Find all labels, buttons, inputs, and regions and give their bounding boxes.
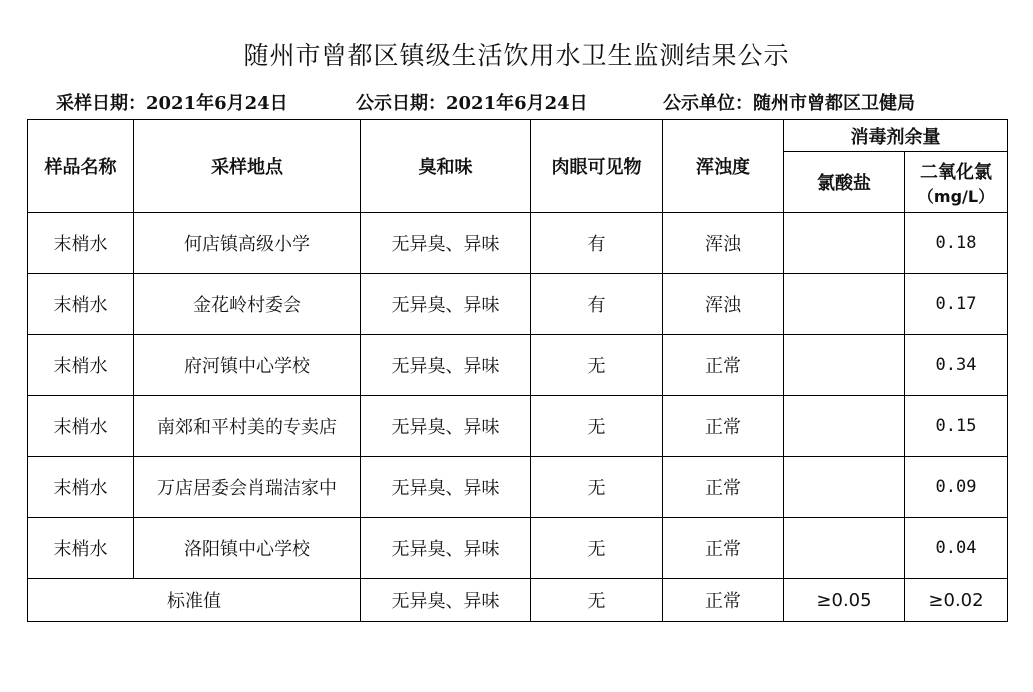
cell-sample-name: 末梢水 <box>28 335 134 396</box>
cell-location: 府河镇中心学校 <box>134 335 361 396</box>
publish-date: 公示日期：2021年6月24日 <box>356 93 588 114</box>
table-row <box>28 396 1008 457</box>
cell-chlorine-dioxide: 0.34 <box>905 335 1008 396</box>
cell-location: 洛阳镇中心学校 <box>134 518 361 579</box>
cell-turbidity: 正常 <box>663 335 784 396</box>
standard-odor: 无异臭、异味 <box>361 579 531 622</box>
cell-odor: 无异臭、异味 <box>361 335 531 396</box>
table-row <box>28 335 1008 396</box>
table-row <box>28 274 1008 335</box>
standard-chlorate: ≥0.05 <box>784 579 905 622</box>
cell-visible: 无 <box>531 518 663 579</box>
cell-chlorate <box>784 274 905 335</box>
header-odor: 臭和味 <box>361 120 531 213</box>
cell-chlorine-dioxide: 0.15 <box>905 396 1008 457</box>
cell-odor: 无异臭、异味 <box>361 457 531 518</box>
cell-turbidity: 浑浊 <box>663 213 784 274</box>
standard-row <box>28 579 1008 622</box>
publishing-unit: 公示单位：随州市曾都区卫健局 <box>663 93 915 114</box>
cell-visible: 有 <box>531 213 663 274</box>
cell-turbidity: 正常 <box>663 518 784 579</box>
cell-sample-name: 末梢水 <box>28 457 134 518</box>
cell-sample-name: 末梢水 <box>28 274 134 335</box>
cell-chlorine-dioxide: 0.04 <box>905 518 1008 579</box>
cell-chlorate <box>784 518 905 579</box>
header-chlorine-dioxide-label: 二氧化氯 <box>920 161 992 183</box>
cell-location: 南郊和平村美的专卖店 <box>134 396 361 457</box>
cell-chlorate <box>784 213 905 274</box>
cell-visible: 无 <box>531 396 663 457</box>
cell-chlorate <box>784 335 905 396</box>
cell-chlorine-dioxide: 0.09 <box>905 457 1008 518</box>
cell-chlorate <box>784 457 905 518</box>
cell-location: 金花岭村委会 <box>134 274 361 335</box>
cell-visible: 有 <box>531 274 663 335</box>
cell-visible: 无 <box>531 335 663 396</box>
cell-sample-name: 末梢水 <box>28 518 134 579</box>
header-chlorine-dioxide <box>905 152 1008 213</box>
cell-odor: 无异臭、异味 <box>361 274 531 335</box>
standard-chlorine-dioxide: ≥0.02 <box>905 579 1008 622</box>
results-table <box>27 119 1008 622</box>
standard-turbidity: 正常 <box>663 579 784 622</box>
cell-location: 万店居委会肖瑞洁家中 <box>134 457 361 518</box>
table-row <box>28 457 1008 518</box>
cell-turbidity: 正常 <box>663 396 784 457</box>
page-title: 随州市曾都区镇级生活饮用水卫生监测结果公示 <box>243 41 790 70</box>
table-row <box>28 213 1008 274</box>
cell-odor: 无异臭、异味 <box>361 396 531 457</box>
cell-chlorine-dioxide: 0.18 <box>905 213 1008 274</box>
header-turbidity: 浑浊度 <box>663 120 784 213</box>
cell-odor: 无异臭、异味 <box>361 213 531 274</box>
cell-chlorate <box>784 396 905 457</box>
cell-location: 何店镇高级小学 <box>134 213 361 274</box>
header-visible: 肉眼可见物 <box>531 120 663 213</box>
header-sample-name: 样品名称 <box>28 120 134 213</box>
header-disinfectant: 消毒剂余量 <box>784 120 1008 152</box>
standard-visible: 无 <box>531 579 663 622</box>
cell-turbidity: 浑浊 <box>663 274 784 335</box>
cell-sample-name: 末梢水 <box>28 213 134 274</box>
table-row <box>28 518 1008 579</box>
cell-turbidity: 正常 <box>663 457 784 518</box>
header-row <box>28 120 1008 152</box>
cell-odor: 无异臭、异味 <box>361 518 531 579</box>
cell-sample-name: 末梢水 <box>28 396 134 457</box>
cell-visible: 无 <box>531 457 663 518</box>
standard-label: 标准值 <box>28 579 361 622</box>
sample-date: 采样日期：2021年6月24日 <box>56 93 288 114</box>
header-chlorine-dioxide-unit: （mg/L） <box>917 186 995 206</box>
header-location: 采样地点 <box>134 120 361 213</box>
cell-chlorine-dioxide: 0.17 <box>905 274 1008 335</box>
header-chlorate: 氯酸盐 <box>784 152 905 213</box>
